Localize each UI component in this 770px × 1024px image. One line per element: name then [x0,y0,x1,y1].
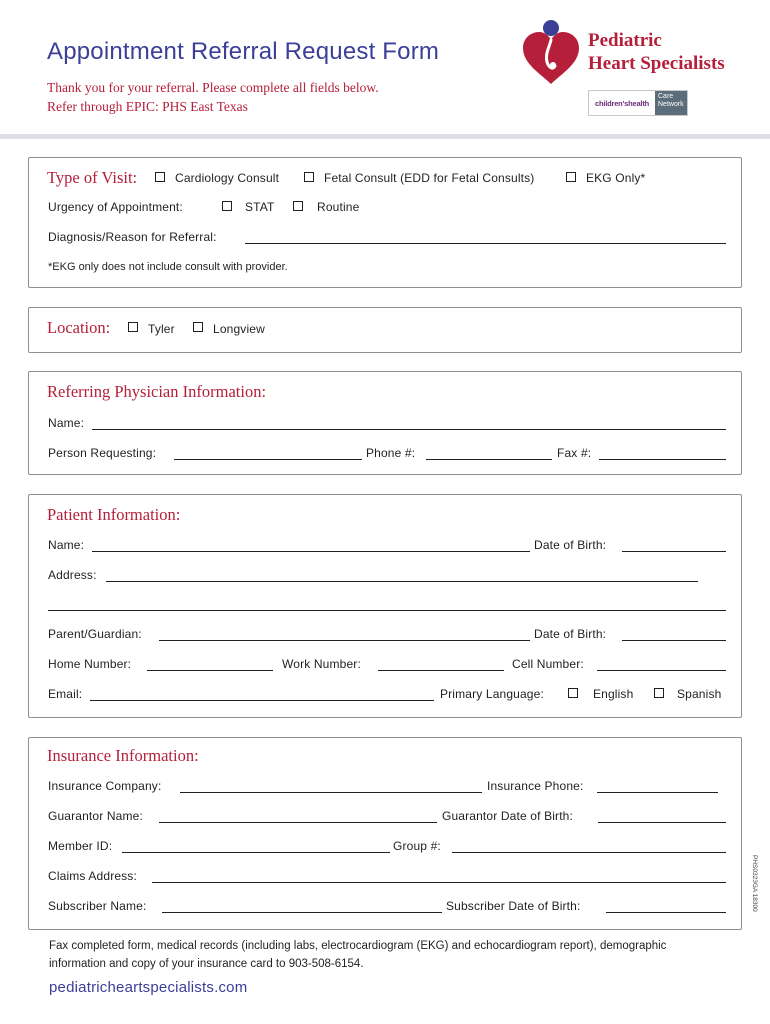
email-label: Email: [48,687,83,701]
guarantor-name-label: Guarantor Name: [48,809,143,823]
routine-label: Routine [317,200,360,214]
diagnosis-field[interactable] [245,243,726,244]
email-field[interactable] [90,700,434,701]
patient-heading: Patient Information: [47,505,181,524]
person-requesting-field[interactable] [174,459,362,460]
referring-name-field[interactable] [92,429,726,430]
form-title: Appointment Referral Request Form [47,38,440,65]
ekg-note: *EKG only does not include consult with provider. [48,261,288,273]
routine-checkbox[interactable] [293,201,303,211]
insurance-company-field[interactable] [180,792,482,793]
cell-number-label: Cell Number: [512,657,584,671]
home-number-field[interactable] [147,670,273,671]
header-divider [0,134,770,139]
guardian-label: Parent/Guardian: [48,627,142,641]
subscriber-dob-field[interactable] [606,912,726,913]
work-number-label: Work Number: [282,657,361,671]
guarantor-name-field[interactable] [159,822,437,823]
fax-instructions-line2: information and copy of your insurance card to 903-508-6154. [49,958,364,970]
spanish-label: Spanish [677,687,722,701]
partner-logo-line2: Network [658,101,684,108]
english-checkbox[interactable] [568,688,578,698]
stat-label: STAT [245,200,275,214]
cardiology-consult-label: Cardiology Consult [175,171,280,185]
guardian-field[interactable] [159,640,530,641]
epic-instruction: Refer through EPIC: PHS East Texas [47,99,248,114]
address-field-line1[interactable] [106,581,698,582]
address-field-line2[interactable] [48,610,726,611]
stat-checkbox[interactable] [222,201,232,211]
insurance-phone-label: Insurance Phone: [487,779,584,793]
referring-phone-field[interactable] [426,459,552,460]
ekg-only-checkbox[interactable] [566,172,576,182]
subscriber-name-label: Subscriber Name: [48,899,147,913]
partner-logo-left: children'shealth [589,91,655,115]
cell-number-field[interactable] [597,670,726,671]
partner-logo-line1: Care [658,93,674,100]
subscriber-dob-label: Subscriber Date of Birth: [446,899,581,913]
insurance-heading: Insurance Information: [47,746,199,765]
patient-name-label: Name: [48,538,85,552]
fetal-consult-checkbox[interactable] [304,172,314,182]
guardian-dob-field[interactable] [622,640,726,641]
member-id-label: Member ID: [48,839,113,853]
cardiology-consult-checkbox[interactable] [155,172,165,182]
ekg-only-label: EKG Only* [586,171,646,185]
work-number-field[interactable] [378,670,504,671]
urgency-label: Urgency of Appointment: [48,200,183,214]
brand-name-line1: Pediatric [588,30,662,51]
guarantor-dob-field[interactable] [598,822,726,823]
referring-heading: Referring Physician Information: [47,382,267,401]
heart-logo-icon [519,18,583,88]
guardian-dob-label: Date of Birth: [534,627,607,641]
website-link[interactable]: pediatricheartspecialists.com [49,979,248,996]
fetal-consult-label: Fetal Consult (EDD for Fetal Consults) [324,171,535,185]
longview-label: Longview [213,322,265,336]
person-requesting-label: Person Requesting: [48,446,157,460]
primary-language-label: Primary Language: [440,687,544,701]
insurance-phone-field[interactable] [597,792,718,793]
form-code: PHS0323GA 18300 [751,855,758,912]
referring-fax-field[interactable] [599,459,726,460]
referring-fax-label: Fax #: [557,446,592,460]
english-label: English [593,687,634,701]
tyler-checkbox[interactable] [128,322,138,332]
longview-checkbox[interactable] [193,322,203,332]
spanish-checkbox[interactable] [654,688,664,698]
subscriber-name-field[interactable] [162,912,442,913]
home-number-label: Home Number: [48,657,132,671]
group-number-label: Group #: [393,839,441,853]
member-id-field[interactable] [122,852,390,853]
visit-heading: Type of Visit: [47,168,138,187]
intro-text: Thank you for your referral. Please complete all fields below. [47,80,379,95]
partner-logo-right [655,91,687,115]
group-number-field[interactable] [452,852,726,853]
claims-address-label: Claims Address: [48,869,137,883]
care-network-logo [588,90,688,116]
fax-instructions-line1: Fax completed form, medical records (including labs, electrocardiogram (EKG) and echocardiogram report), demographic [49,940,667,952]
patient-name-field[interactable] [92,551,530,552]
brand-name-line2: Heart Specialists [588,53,725,74]
address-label: Address: [48,568,97,582]
patient-dob-label: Date of Birth: [534,538,607,552]
claims-address-field[interactable] [152,882,726,883]
referring-name-label: Name: [48,416,85,430]
diagnosis-label: Diagnosis/Reason for Referral: [48,230,217,244]
guarantor-dob-label: Guarantor Date of Birth: [442,809,573,823]
patient-dob-field[interactable] [622,551,726,552]
tyler-label: Tyler [148,322,175,336]
insurance-company-label: Insurance Company: [48,779,162,793]
referring-phone-label: Phone #: [366,446,416,460]
location-heading: Location: [47,318,111,337]
patient-section [28,494,742,718]
